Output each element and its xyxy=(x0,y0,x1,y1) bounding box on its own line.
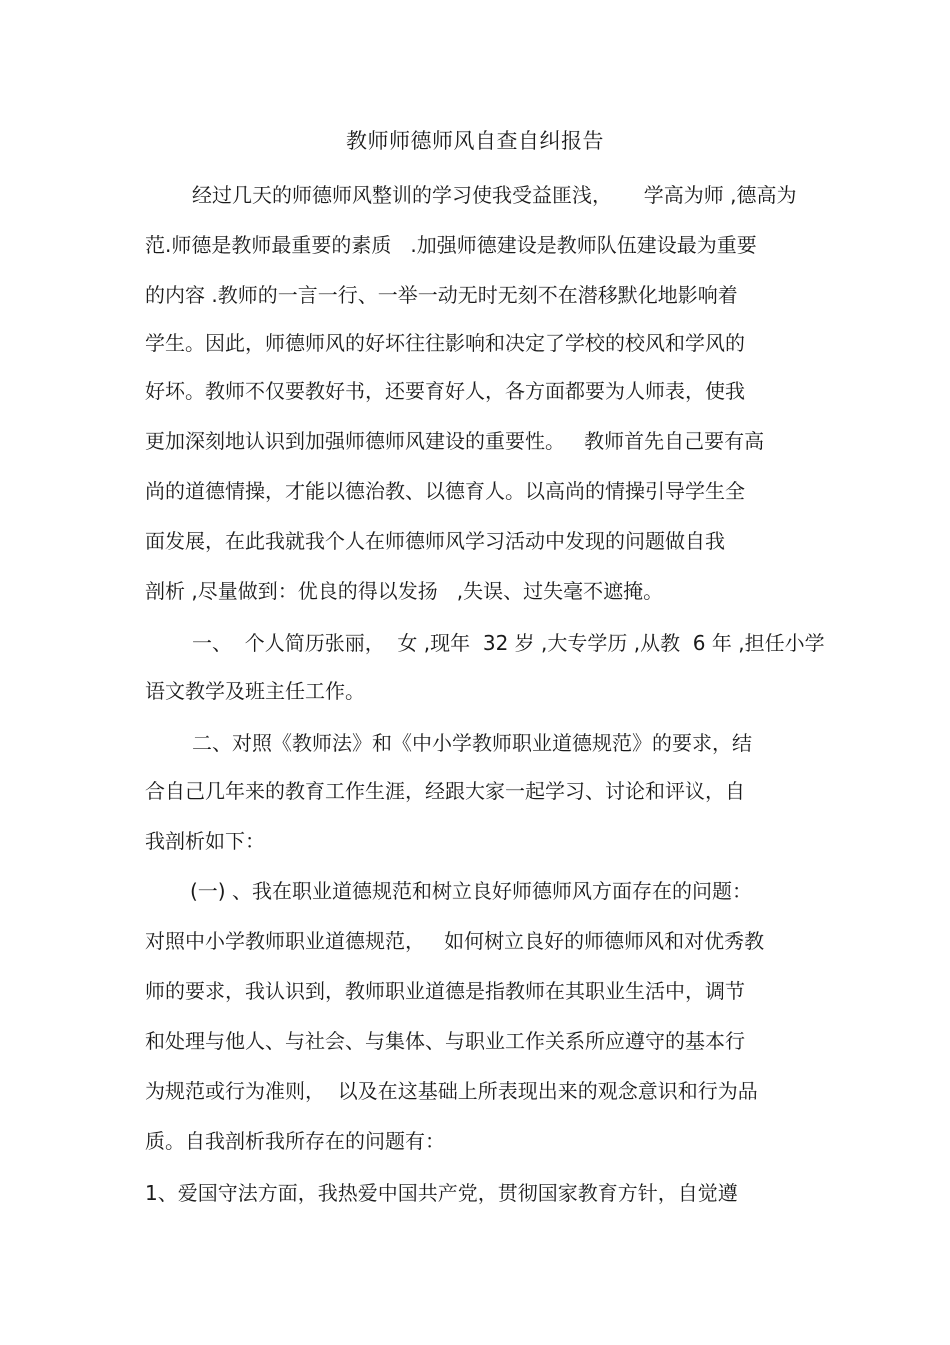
paragraph-line: 质。自我剖析我所存在的问题有： xyxy=(145,1129,445,1153)
paragraph-line: 二、对照《教师法》和《中小学教师职业道德规范》的要求，结 xyxy=(192,731,752,755)
paragraph-line: 一、 个人简历张丽， 女 ,现年 32 岁 ,大专学历 ,从教 6 年 ,担任小学 xyxy=(192,631,825,655)
paragraph-line: 经过几天的师德师风整训的学习使我受益匪浅， 学高为师 ,德高为 xyxy=(192,183,797,207)
paragraph-line: 更加深刻地认识到加强师德师风建设的重要性。 教师首先自己要有高 xyxy=(145,429,765,453)
document-title: 教师师德师风自查自纠报告 xyxy=(346,129,604,153)
paragraph-line: 学生。因此，师德师风的好坏往往影响和决定了学校的校风和学风的 xyxy=(145,331,745,355)
paragraph-line: 好坏。教师不仅要教好书，还要育好人，各方面都要为人师表，使我 xyxy=(145,379,745,403)
paragraph-line: (一) 、我在职业道德规范和树立良好师德师风方面存在的问题： xyxy=(190,879,752,903)
paragraph-line: 对照中小学教师职业道德规范， 如何树立良好的师德师风和对优秀教 xyxy=(145,929,765,953)
paragraph-line: 的内容 .教师的一言一行、一举一动无时无刻不在潜移默化地影响着 xyxy=(145,283,738,307)
paragraph-line: 语文教学及班主任工作。 xyxy=(145,679,365,703)
paragraph-line: 面发展，在此我就我个人在师德师风学习活动中发现的问题做自我 xyxy=(145,529,725,553)
paragraph-line: 我剖析如下： xyxy=(145,829,265,853)
paragraph-line: 合自己几年来的教育工作生涯，经跟大家一起学习、讨论和评议，自 xyxy=(145,779,745,803)
paragraph-line: 为规范或行为准则， 以及在这基础上所表现出来的观念意识和行为品 xyxy=(145,1079,758,1103)
paragraph-line: 师的要求，我认识到，教师职业道德是指教师在其职业生活中，调节 xyxy=(145,979,745,1003)
paragraph-line: 和处理与他人、与社会、与集体、与职业工作关系所应遵守的基本行 xyxy=(145,1029,745,1053)
paragraph-line: 剖析 ,尽量做到：优良的得以发扬 ,失误、过失毫不遮掩。 xyxy=(145,579,664,603)
paragraph-line: 范.师德是教师最重要的素质 .加强师德建设是教师队伍建设最为重要 xyxy=(145,233,757,257)
paragraph-line: 1、爱国守法方面，我热爱中国共产党，贯彻国家教育方针，自觉遵 xyxy=(145,1181,738,1205)
paragraph-line: 尚的道德情操，才能以德治教、以德育人。以高尚的情操引导学生全 xyxy=(145,479,745,503)
